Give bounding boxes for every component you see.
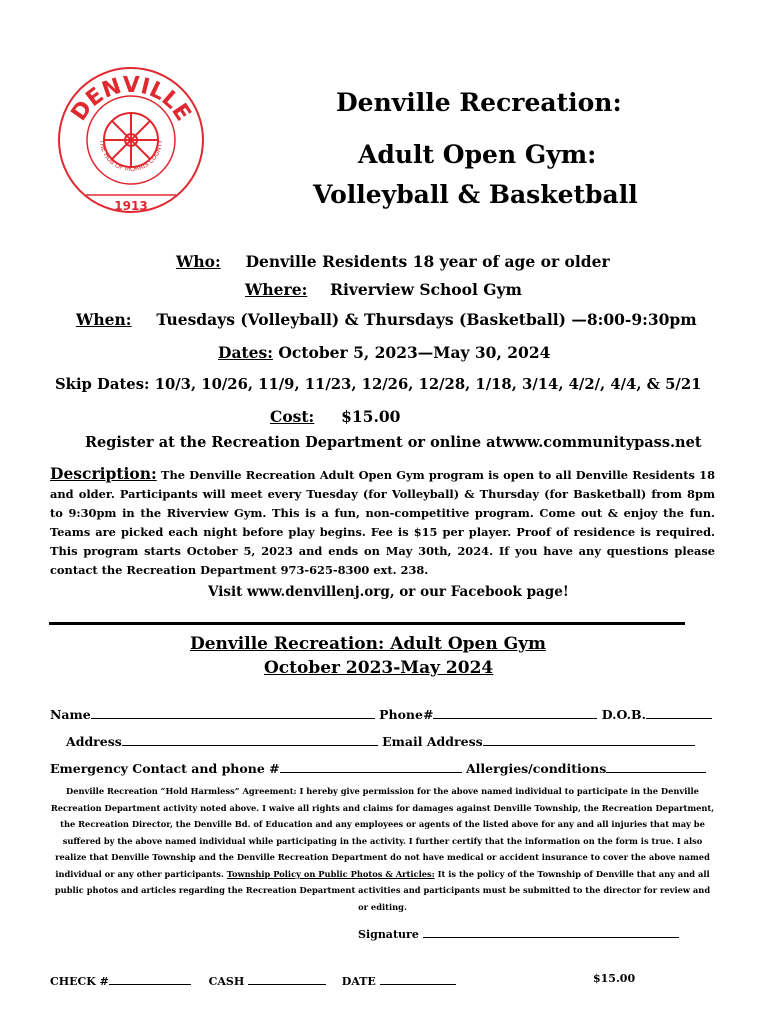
name-label: Name (50, 707, 91, 722)
form-row-2 (66, 733, 695, 749)
cost-label: Cost: (270, 407, 315, 426)
dates-label: Dates: (218, 343, 273, 362)
description-paragraph (50, 464, 715, 580)
date-field[interactable] (380, 972, 456, 985)
signature-field[interactable] (423, 925, 679, 938)
email-label: Email Address (382, 734, 483, 749)
dates-value: October 5, 2023—May 30, 2024 (278, 343, 551, 362)
hold-harmless-text: Denville Recreation “Hold Harmless” Agreement: I hereby give permission for the above named individual to participate in the Denville Recreation Department activity noted above. I waive all rights and claims for damages against Denville Township, the Recreation Department, the Recreation Director, the Denville Bd. of Education and any employees or agents of the listed above for any and all injuries that may be suffered by the above named individual while participating in the activity. I further certify that the information on the form is true. I also realize that Denville Township and the Denville Recreation Department do not have medical or accident insurance to cover the above named individual or any other participants. (50, 786, 715, 879)
when-label: When: (76, 310, 132, 329)
dob-label: D.O.B. (601, 707, 646, 722)
allergies-field[interactable] (606, 760, 706, 773)
visit-text: Visit www.denvillenj.org, or our Facebook page! (208, 584, 569, 600)
skip-dates-label: Skip Dates: (55, 376, 150, 393)
cash-field[interactable] (248, 972, 326, 985)
check-field[interactable] (109, 972, 191, 985)
photo-policy-label: Township Policy on Public Photos & Articles: (226, 868, 435, 879)
section-divider (49, 622, 685, 625)
emergency-field[interactable] (280, 760, 462, 773)
photo-policy-text: It is the policy of the Township of Denville that any and all public photos and articles regarding the Recreation Department activities and participants must be submitted to the director for review and or editing. (54, 868, 711, 912)
seal-top-text: DENVILLE (66, 72, 196, 126)
check-label: CHECK # (50, 975, 109, 988)
when-value: Tuesdays (Volleyball) & Thursdays (Basketball) —8:00-9:30pm (156, 310, 697, 329)
title-line-3: Volleyball & Basketball (313, 180, 638, 209)
allergies-label: Allergies/conditions (465, 761, 607, 776)
where-row (245, 280, 522, 299)
cash-label: CASH (208, 975, 245, 988)
cost-row (270, 407, 400, 426)
description-label: Description: (50, 464, 157, 483)
where-value: Riverview School Gym (330, 280, 522, 299)
title-line-2: Adult Open Gym: (358, 140, 597, 169)
emergency-label: Emergency Contact and phone # (50, 761, 280, 776)
hold-harmless-agreement (50, 783, 715, 915)
cost-value: $15.00 (341, 407, 401, 426)
form-title: Denville Recreation: Adult Open Gym (190, 634, 547, 654)
denville-seal-logo (56, 50, 206, 230)
when-row (76, 310, 697, 329)
date-label: DATE (341, 975, 376, 988)
address-field[interactable] (122, 733, 378, 746)
title-line-1: Denville Recreation: (336, 88, 622, 117)
email-field[interactable] (483, 733, 695, 746)
seal-year: 1913 (114, 199, 148, 213)
skip-dates-row (55, 376, 701, 393)
signature-row (358, 925, 679, 941)
register-text: Register at the Recreation Department or online atwww.communitypass.net (85, 434, 702, 451)
who-label: Who: (176, 252, 221, 271)
where-label: Where: (245, 280, 308, 299)
fee-amount: $15.00 (593, 972, 636, 985)
address-label: Address (66, 734, 122, 749)
signature-label: Signature (358, 928, 419, 941)
who-value: Denville Residents 18 year of age or older (245, 252, 610, 271)
form-row-1 (50, 706, 712, 722)
name-field[interactable] (91, 706, 375, 719)
description-text: The Denville Recreation Adult Open Gym program is open to all Denville Residents 18 and older. Participants will meet every Tuesday (for Volleyball) & Thursday (for Basketball) from 8pm to 9:30pm in the Riverview Gym. This is a fun, non-competitive program. Come out & enjoy the fun. Teams are picked each night before play begins. Fee is $15 per player. Proof of residence is required. This program starts October 5, 2023 and ends on May 30th, 2024. If you have any questions please contact the Recreation Department 973-625-8300 ext. 238. (50, 468, 715, 577)
phone-label: Phone# (379, 707, 434, 722)
form-subtitle: October 2023-May 2024 (264, 658, 494, 678)
form-row-3 (50, 760, 706, 776)
seal-ring-text: THE HUB OF MORRIS COUNTY (97, 139, 165, 174)
skip-dates-value: 10/3, 10/26, 11/9, 11/23, 12/26, 12/28, 1/18, 3/14, 4/2/, 4/4, & 5/21 (154, 376, 702, 393)
phone-field[interactable] (433, 706, 597, 719)
dates-row (218, 343, 550, 362)
dob-field[interactable] (646, 706, 712, 719)
payment-row (50, 972, 456, 988)
who-row (176, 252, 610, 271)
